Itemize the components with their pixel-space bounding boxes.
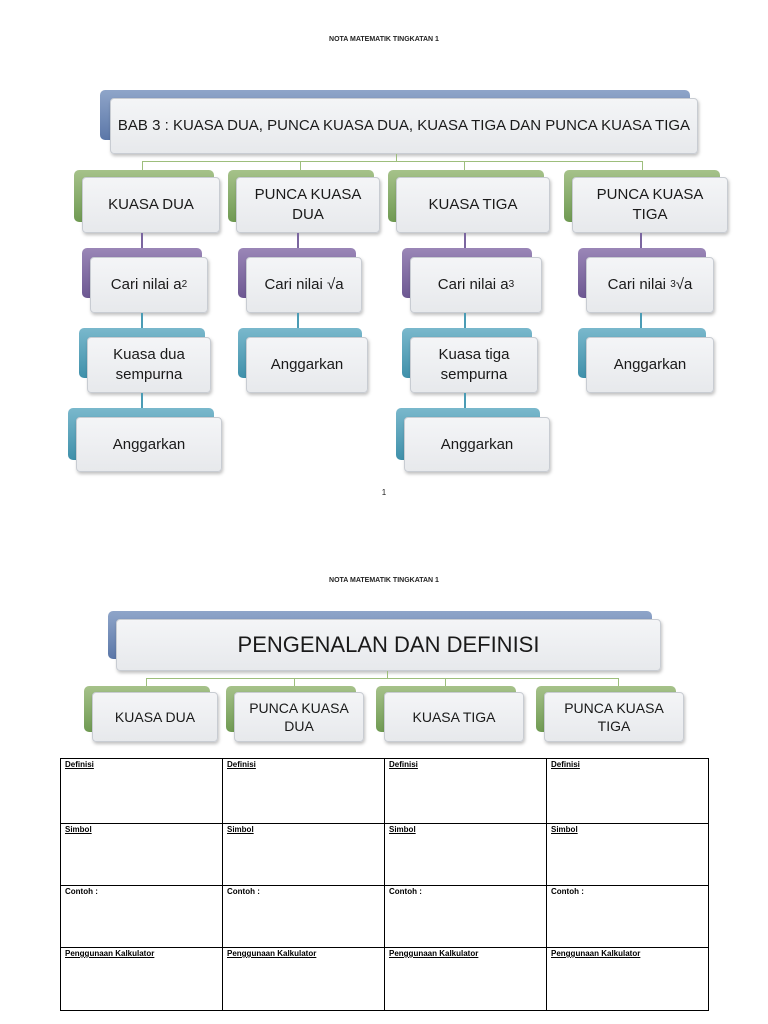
table-row (61, 886, 709, 948)
kalkulator-label: Penggunaan Kalkulator (551, 949, 641, 958)
table-row (61, 948, 709, 1011)
simbol-label: Simbol (227, 825, 254, 834)
page2-header: NOTA MATEMATIK TINGKATAN 1 (329, 577, 439, 584)
exponent: 3 (508, 279, 515, 290)
kuasa-tiga-box: KUASA TIGA (384, 692, 524, 742)
exponent: 2 (181, 279, 188, 290)
cari-nilai-label: Cari nilai a (110, 276, 182, 293)
table-cell (547, 759, 709, 824)
cari-nilai-a3-box (410, 257, 542, 313)
kuasa-tiga-sempurna-box: Kuasa tiga sempurna (410, 337, 538, 393)
connector (141, 313, 143, 329)
chapter-title: BAB 3 : KUASA DUA, PUNCA KUASA DUA, KUASA TIGA DAN PUNCA KUASA TIGA (110, 98, 698, 154)
table-cell (385, 886, 547, 948)
table-cell (61, 824, 223, 886)
exponent: 3 (670, 279, 676, 290)
punca-kuasa-dua-box: PUNCA KUASA DUA (236, 177, 380, 233)
definisi-label: Definisi (389, 760, 418, 769)
table-cell (385, 759, 547, 824)
anggarkan-box: Anggarkan (404, 417, 550, 472)
table-cell (223, 759, 385, 824)
table-cell (547, 886, 709, 948)
connector (640, 313, 642, 329)
connector (464, 313, 466, 329)
simbol-label: Simbol (65, 825, 92, 834)
definisi-label: Definisi (227, 760, 256, 769)
connector (464, 393, 466, 409)
definisi-label: Definisi (65, 760, 94, 769)
connector (464, 233, 466, 249)
table-row (61, 759, 709, 824)
kuasa-tiga-box: KUASA TIGA (396, 177, 550, 233)
contoh-label: Contoh : (227, 887, 260, 896)
contoh-label: Contoh : (65, 887, 98, 896)
connector (142, 161, 642, 162)
cari-nilai-label: Cari nilai a (437, 276, 509, 293)
connector (640, 233, 642, 249)
cari-nilai-punca-tiga-box (586, 257, 714, 313)
table-cell (223, 948, 385, 1011)
connector (297, 313, 299, 329)
table-cell (61, 886, 223, 948)
table-cell (385, 824, 547, 886)
kuasa-dua-sempurna-box: Kuasa dua sempurna (87, 337, 211, 393)
punca-kuasa-dua-box: PUNCA KUASA DUA (234, 692, 364, 742)
kuasa-dua-box: KUASA DUA (92, 692, 218, 742)
anggarkan-box: Anggarkan (586, 337, 714, 393)
punca-kuasa-tiga-box: PUNCA KUASA TIGA (572, 177, 728, 233)
kuasa-dua-box: KUASA DUA (82, 177, 220, 233)
kalkulator-label: Penggunaan Kalkulator (227, 949, 317, 958)
anggarkan-box: Anggarkan (246, 337, 368, 393)
contoh-label: Contoh : (389, 887, 422, 896)
page2-title: PENGENALAN DAN DEFINISI (116, 619, 661, 671)
table-cell (223, 824, 385, 886)
connector (146, 678, 618, 679)
simbol-label: Simbol (551, 825, 578, 834)
kalkulator-label: Penggunaan Kalkulator (65, 949, 155, 958)
page1-header: NOTA MATEMATIK TINGKATAN 1 (329, 36, 439, 43)
punca-kuasa-tiga-box: PUNCA KUASA TIGA (544, 692, 684, 742)
simbol-label: Simbol (389, 825, 416, 834)
table-cell (223, 886, 385, 948)
cari-nilai-akar-box: Cari nilai √a (246, 257, 362, 313)
table-cell (547, 948, 709, 1011)
definisi-label: Definisi (551, 760, 580, 769)
kalkulator-label: Penggunaan Kalkulator (389, 949, 479, 958)
contoh-label: Contoh : (551, 887, 584, 896)
table-row (61, 824, 709, 886)
connector (141, 393, 143, 409)
notes-table (60, 758, 709, 1011)
cari-nilai-a2-box (90, 257, 208, 313)
anggarkan-box: Anggarkan (76, 417, 222, 472)
connector (141, 233, 143, 249)
table-cell (547, 824, 709, 886)
table-cell (61, 948, 223, 1011)
table-cell (385, 948, 547, 1011)
page-number: 1 (381, 488, 387, 497)
table-cell (61, 759, 223, 824)
root-symbol: √a (675, 276, 693, 293)
connector (387, 671, 388, 678)
cari-nilai-label: Cari nilai (607, 276, 667, 293)
connector (297, 233, 299, 249)
